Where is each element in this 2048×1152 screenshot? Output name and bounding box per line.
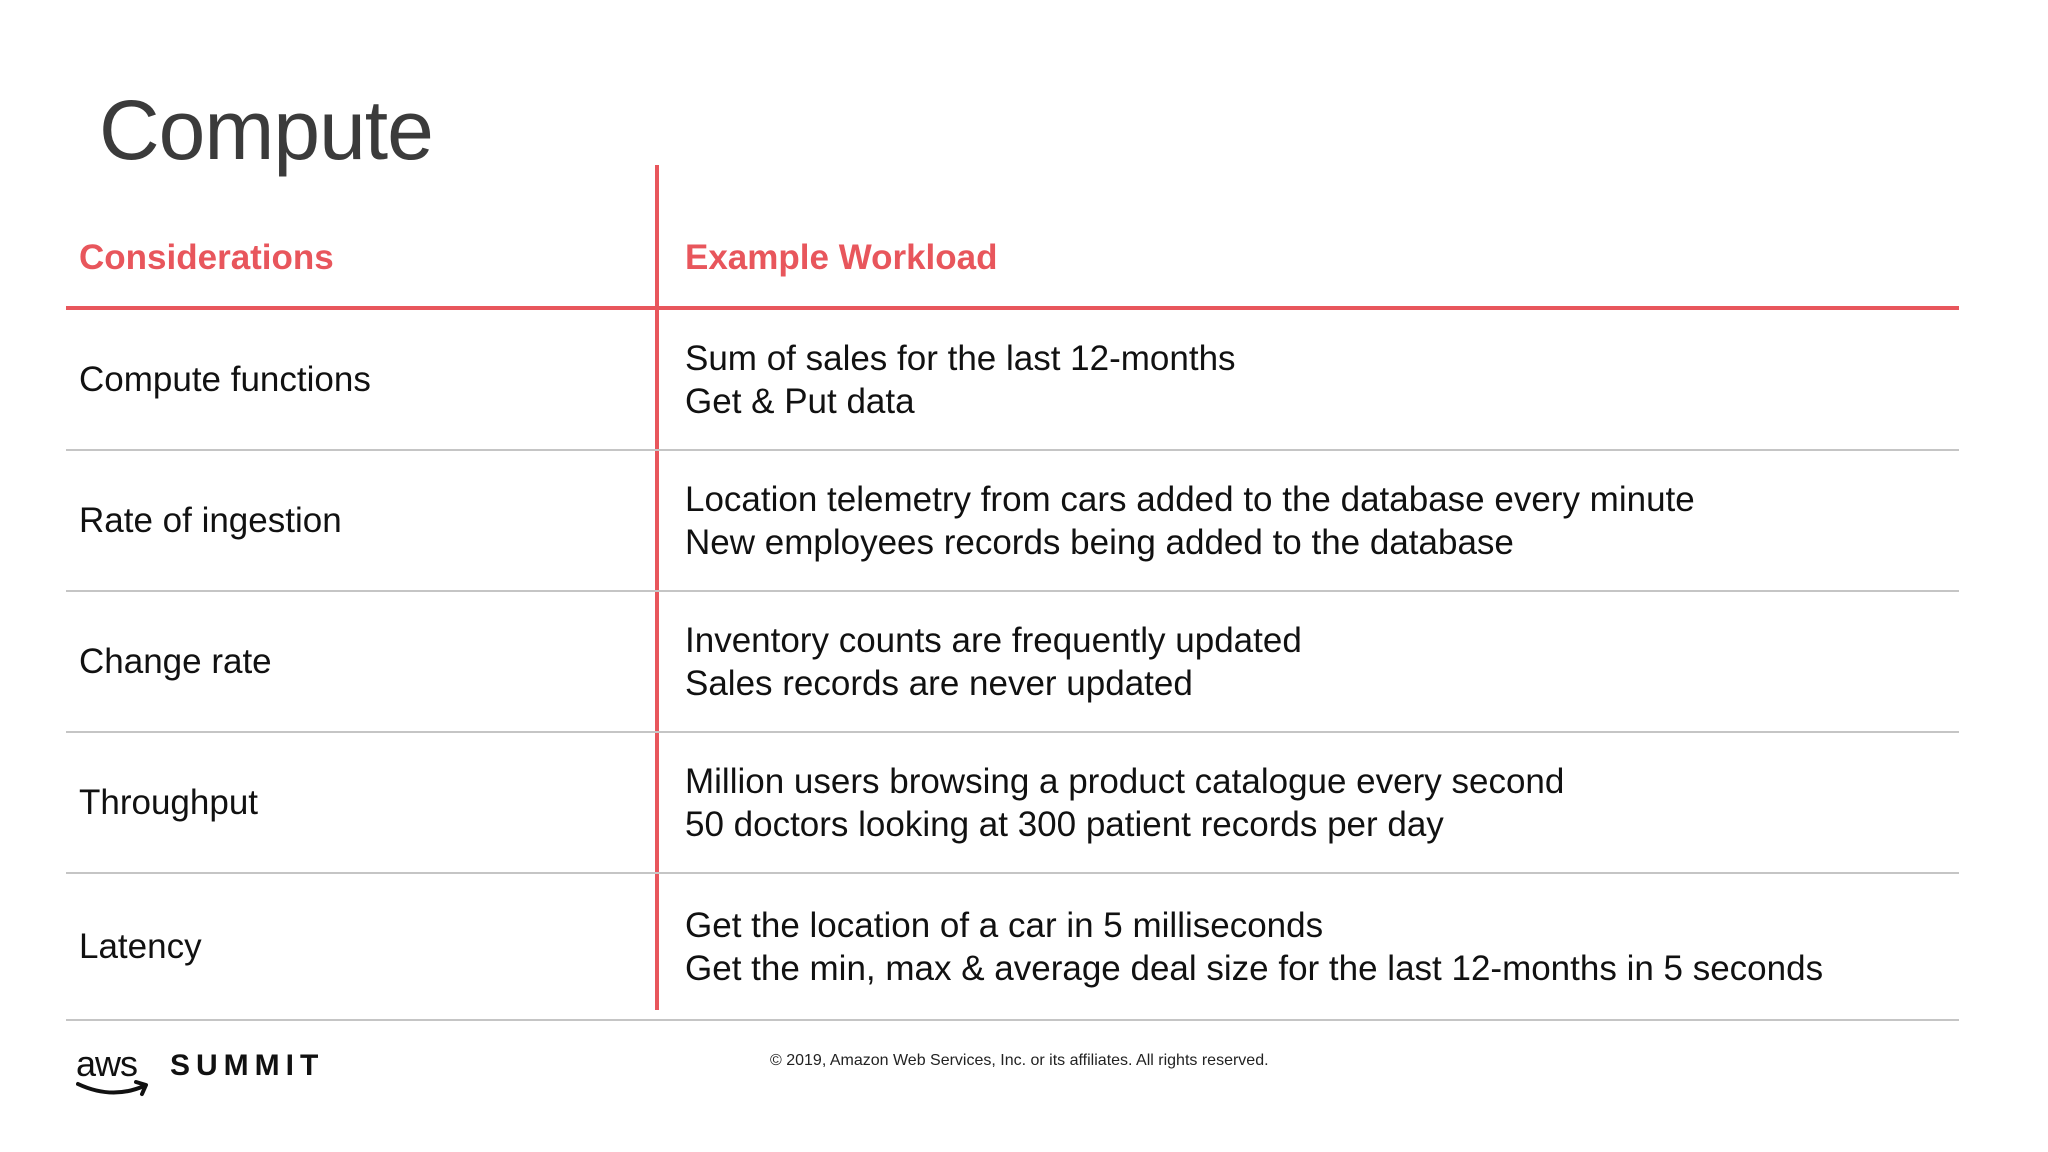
example-line: Inventory counts are frequently updated	[685, 620, 1302, 660]
row-consideration: Change rate	[79, 641, 272, 681]
summit-wordmark: SUMMIT	[170, 1049, 325, 1082]
considerations-table	[66, 210, 1959, 1021]
aws-logo	[76, 1044, 152, 1100]
row-examples	[685, 451, 1695, 590]
row-examples	[685, 733, 1564, 872]
header-considerations: Considerations	[79, 238, 334, 277]
example-line: New employees records being added to the database	[685, 522, 1514, 562]
row-examples	[685, 874, 1823, 1019]
amazon-smile-arrow-icon	[76, 1078, 152, 1100]
example-line: 50 doctors looking at 300 patient records per day	[685, 804, 1444, 844]
aws-summit-logo	[76, 1044, 324, 1100]
table-row	[66, 592, 1959, 733]
example-line: Get the location of a car in 5 milliseconds	[685, 905, 1324, 945]
example-line: Million users browsing a product catalogue every second	[685, 761, 1565, 801]
row-consideration: Throughput	[79, 782, 259, 822]
example-line: Get the min, max & average deal size for the last 12-months in 5 seconds	[685, 948, 1824, 988]
table-row	[66, 310, 1959, 451]
table-row	[66, 733, 1959, 874]
example-line: Get & Put data	[685, 381, 915, 421]
row-consideration: Compute functions	[79, 359, 371, 399]
table-row	[66, 451, 1959, 592]
row-examples	[685, 310, 1236, 449]
example-line: Sum of sales for the last 12-months	[685, 338, 1236, 378]
page-title: Compute	[99, 83, 433, 177]
header-example-workload: Example Workload	[685, 238, 998, 277]
row-consideration: Rate of ingestion	[79, 500, 342, 540]
copyright-notice: © 2019, Amazon Web Services, Inc. or its affiliates. All rights reserved.	[770, 1052, 1269, 1069]
aws-wordmark: aws	[76, 1043, 138, 1084]
row-examples	[685, 592, 1302, 731]
example-line: Location telemetry from cars added to the database every minute	[685, 479, 1695, 519]
table-row	[66, 874, 1959, 1021]
example-line: Sales records are never updated	[685, 663, 1193, 703]
table-header-row	[66, 210, 1959, 310]
row-consideration: Latency	[79, 926, 202, 966]
